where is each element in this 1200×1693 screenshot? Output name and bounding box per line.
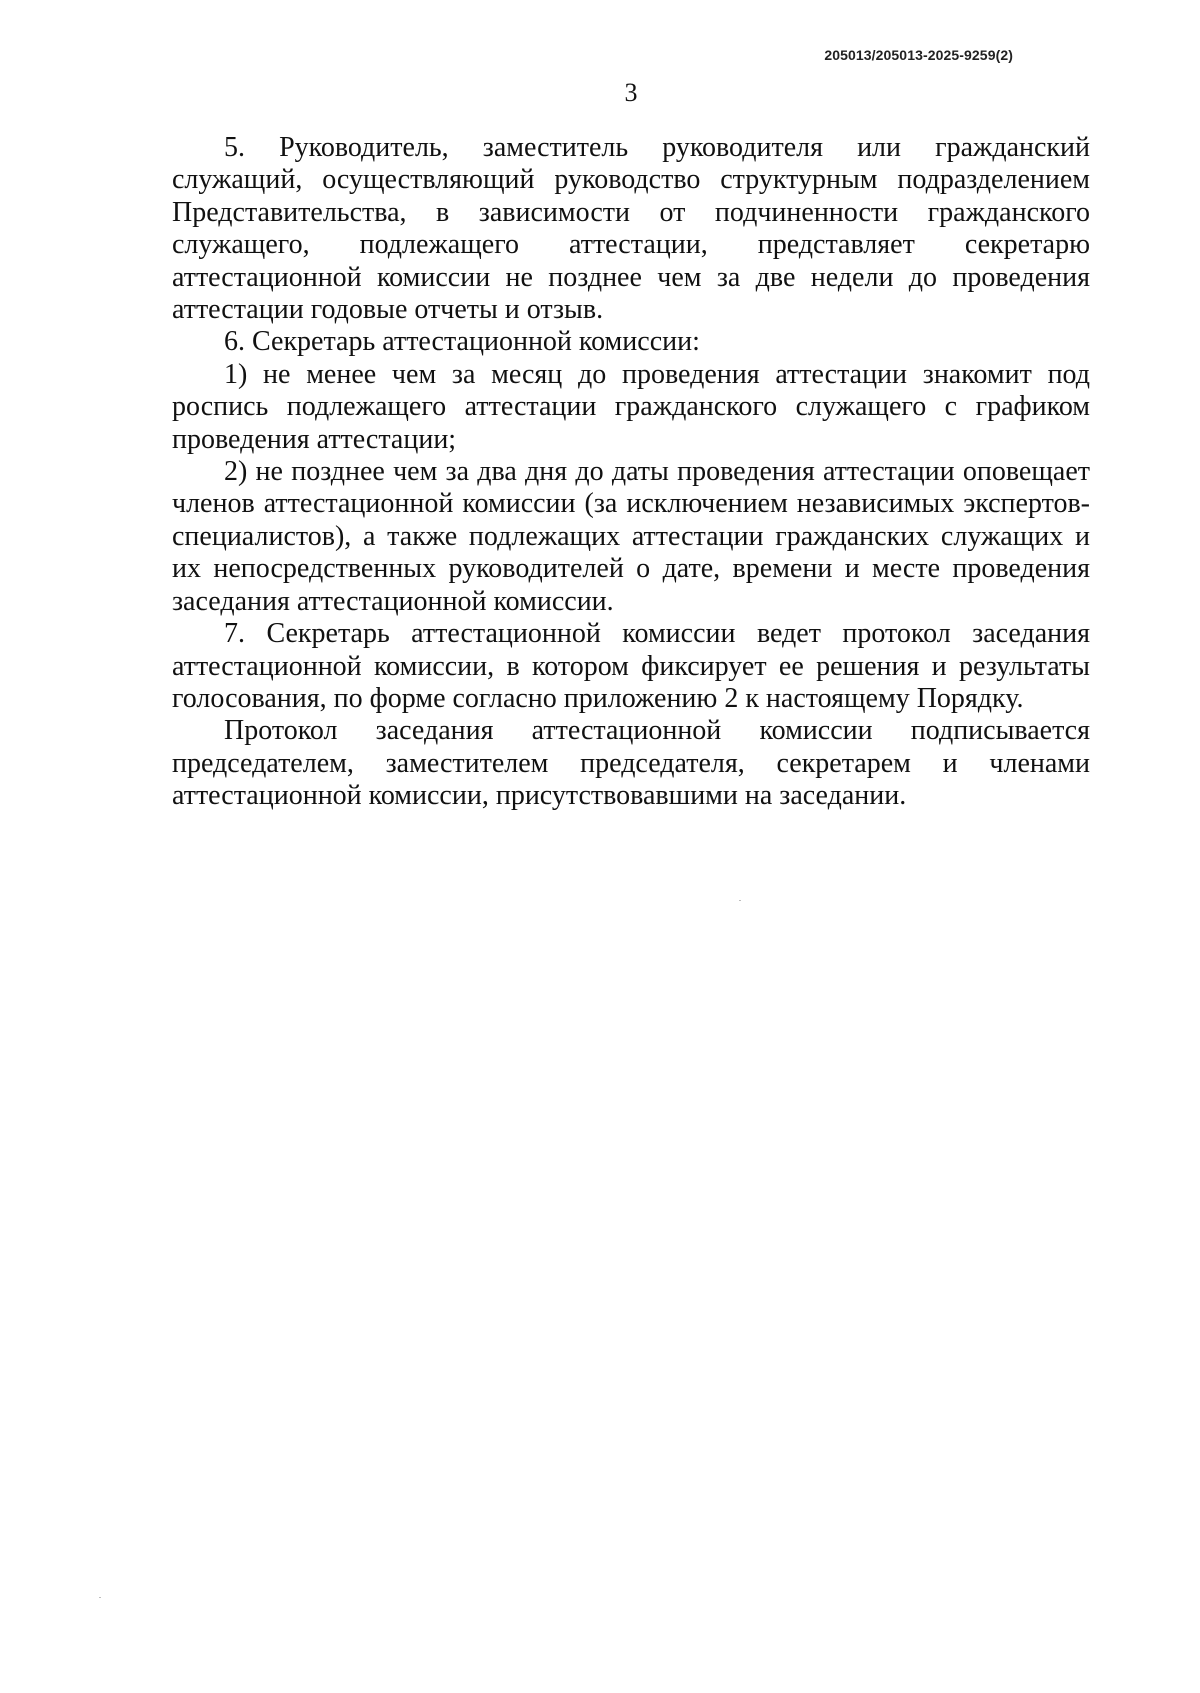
paragraph-item-5: 5. Руководитель, заместитель руководителя или гражданский служащий, осуществляющий руководство структурным подразделением Представительства, в зависимости от подчиненности гражданского служащего, подлежащего аттестации, представляет секретарю аттестационной комиссии не позднее чем за две недели до проведения аттестации годовые отчеты и отзыв. (172, 132, 1090, 326)
paragraph-item-7: 7. Секретарь аттестационной комиссии ведет протокол заседания аттестационной комиссии, в котором фиксирует ее решения и результаты голосования, по форме согласно приложению 2 к настоящему Порядку. (172, 618, 1090, 714)
paragraph-subitem-6-2: 2) не позднее чем за два дня до даты проведения аттестации оповещает членов аттестационной комиссии (за исключением независимых экспертов-специалистов), а также подлежащих аттестации гражданских служащих и их непосредственных руководителей о дате, времени и месте проведения заседания аттестационной комиссии. (172, 456, 1090, 617)
paragraph-item-6: 6. Секретарь аттестационной комиссии: (224, 326, 700, 358)
document-body (172, 132, 1090, 813)
scan-speck (99, 1597, 101, 1598)
scan-speck (739, 900, 741, 901)
paragraph-protocol-signing: Протокол заседания аттестационной комиссии подписывается председателем, заместителем председателя, секретарем и членами аттестационной комиссии, присутствовавшими на заседании. (172, 715, 1090, 812)
document-registration-number: 205013/205013-2025-9259(2) (824, 47, 1013, 63)
paragraph-subitem-6-1: 1) не менее чем за месяц до проведения аттестации знакомит под роспись подлежащего аттестации гражданского служащего с графиком проведения аттестации; (172, 358, 1090, 455)
page-number: 3 (624, 78, 638, 107)
